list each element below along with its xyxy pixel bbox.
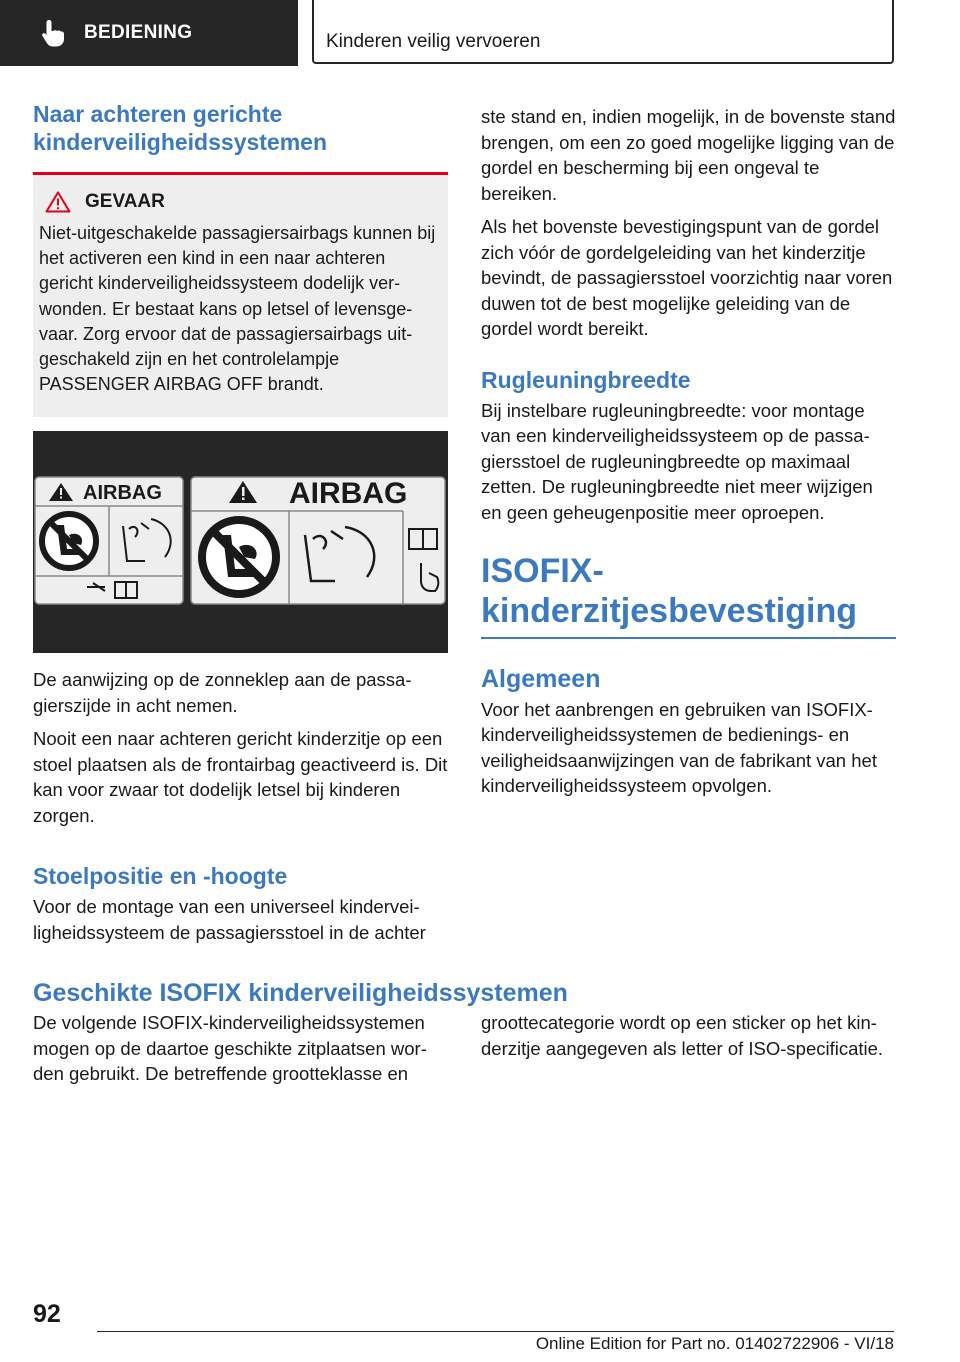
airbag-sticker-small (35, 477, 183, 604)
warning-text: Niet-uitgeschakelde passagiersairbags kunnen bij het activeren een kind in een naar achteren gericht kinderveiligheidssysteem dodelijk verwonden. Er bestaat kans op letsel of levensgevaar. Zorg ervoor dat de passagiersairbags uitgeschakeld zijn en het controlelampje PASSENGER AIRBAG OFF brandt. (39, 223, 436, 395)
warning-title (39, 191, 440, 213)
bottom-left-column (33, 1010, 448, 1087)
seat-position-heading: Stoelpositie en -hoogte (33, 863, 288, 890)
right-column (481, 104, 896, 799)
paragraph: Nooit een naar achteren gericht kinderzitje op een stoel plaatsen als de frontairbag geactiveerd is. Dit kan voor zwaar tot dodelijk letsel bij kinderen zorgen. (33, 728, 448, 826)
seat-position-text: Voor de montage van een universeel kinderveiligheidssysteem de passagiersstoel in de achter (33, 896, 426, 943)
left-column (33, 100, 448, 945)
page-header (0, 0, 960, 66)
section-label: BEDIENING (84, 22, 193, 43)
airbag-label-small: AIRBAG (83, 482, 162, 505)
general-section (481, 665, 896, 799)
backrest-width-section (481, 366, 896, 526)
rear-facing-heading: Naar achteren gerichte kinderveiligheidssystemen (33, 101, 328, 155)
general-heading: Algemeen (481, 664, 601, 693)
general-text: Voor het aanbrengen en gebruiken van ISOFIX-kinderveiligheidssystemen de bedienings- en veiligheidsaanwijzingen van de fabrikant van het kinderveiligheidssysteem opvolgen. (481, 698, 877, 796)
suitable-isofix-heading: Geschikte ISOFIX kinderveiligheidssystemen (33, 979, 568, 1007)
isofix-heading: ISOFIX-kinderzitjesbevestiging (481, 552, 857, 630)
warning-title-text: GEVAAR (85, 191, 165, 212)
page-number: 92 (33, 1300, 61, 1328)
no-child-seat-icon (42, 514, 96, 568)
airbag-label-large: AIRBAG (289, 477, 408, 511)
paragraph: ste stand en, indien mogelijk, in de bovenste stand brengen, om een zo goed mogelijke ligging van de gordel en bescherming bij een ongeval te bereiken. (481, 106, 896, 204)
airbag-label-image (33, 431, 448, 653)
paragraph: groottecategorie wordt op een sticker op het kinderzitje aangegeven als letter of ISO-specificatie. (481, 1012, 884, 1059)
footer-divider (97, 1331, 894, 1332)
backrest-width-text: Bij instelbare rugleuningbreedte: voor montage van een kinderveiligheidssysteem op de passagiersstoel de rugleuningbreedte op maximaal zetten. De rugleuningbreedte niet meer wijzigen en geen geheugenpositie meer oproepen. (481, 399, 873, 523)
paragraph: Als het bovenste bevestigingspunt van de gordel zich vóór de gordelgeleiding van het kinderzitje bevindt, de passagiersstoel voorzichtig naar voren duwen tot de best mogelijke geleiding van de gordel wordt bereikt. (481, 216, 893, 339)
edition-note: Online Edition for Part no. 01402722906 - VI/18 (535, 1334, 894, 1353)
no-child-seat-icon (202, 520, 276, 594)
backrest-width-heading: Rugleuningbreedte (481, 366, 691, 393)
warning-triangle-icon (45, 191, 71, 213)
seat-position-section (33, 862, 448, 945)
left-paragraphs (33, 667, 448, 828)
isofix-heading-rule (481, 637, 896, 639)
airbag-sticker-large (191, 477, 445, 604)
airbag-sticker-illustration (33, 431, 448, 653)
paragraph: De volgende ISOFIX-kinderveiligheidssystemen mogen op de daartoe geschikte zitplaatsen worden gebruikt. De betreffende grootteklasse en (33, 1012, 427, 1084)
pointing-hand-icon (40, 18, 66, 48)
bottom-right-column (481, 1010, 896, 1061)
chapter-title: Kinderen veilig vervoeren (312, 0, 894, 64)
section-tab (0, 0, 298, 66)
danger-warning-box (33, 175, 448, 417)
paragraph: De aanwijzing op de zonneklep aan de passagierszijde in acht nemen. (33, 669, 412, 716)
